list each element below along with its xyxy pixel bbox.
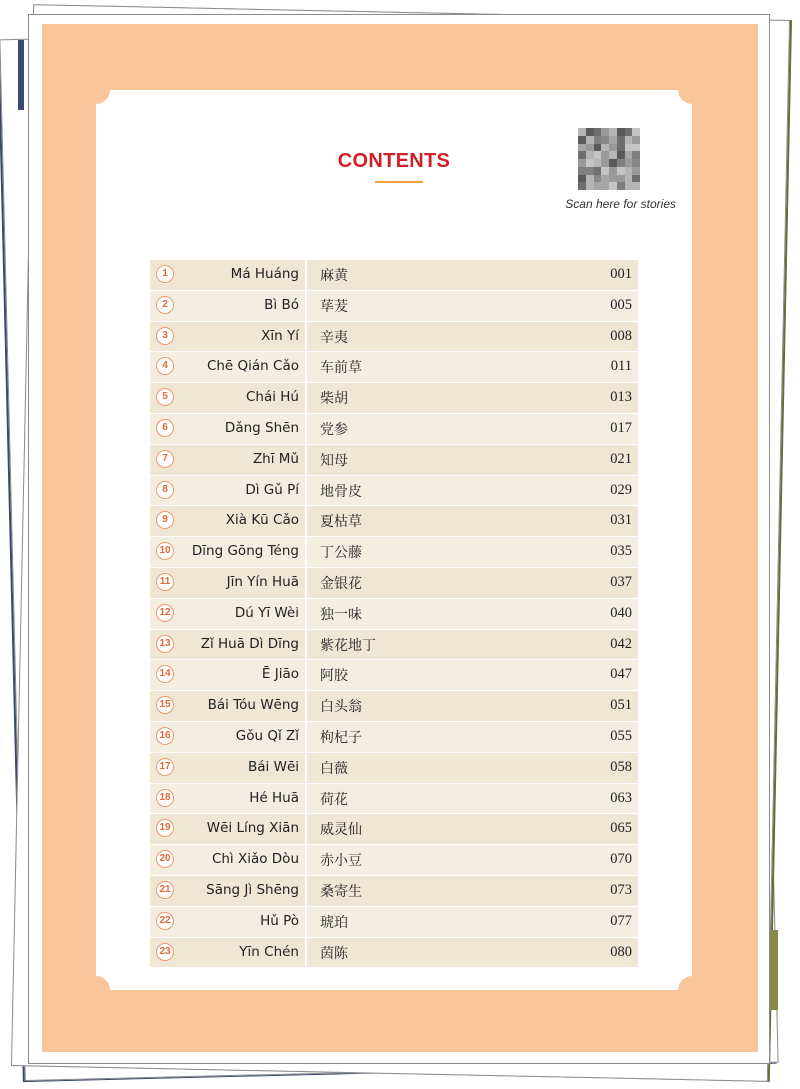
entry-hanzi: 白头翁 (320, 699, 362, 716)
corner-notch (678, 76, 706, 104)
toc-right-cell (307, 260, 638, 290)
toc-row[interactable] (150, 845, 638, 876)
toc-row[interactable] (150, 476, 638, 507)
entry-page-number: 017 (610, 419, 632, 436)
toc-left-cell (150, 291, 307, 321)
sheet-edge-strip (770, 930, 778, 1010)
entry-page-number: 011 (610, 358, 632, 375)
entry-number-badge: 12 (156, 604, 174, 622)
title-underline (375, 181, 423, 183)
entry-number-badge: 3 (156, 327, 174, 345)
entry-page-number: 029 (610, 481, 632, 498)
entry-hanzi: 紫花地丁 (320, 637, 376, 654)
toc-right-cell (307, 383, 638, 413)
entry-page-number: 063 (610, 789, 632, 806)
entry-pinyin: Xià Kū Cǎo (225, 512, 299, 529)
toc-left-cell (150, 537, 307, 567)
entry-page-number: 080 (610, 943, 632, 960)
entry-number-badge: 22 (156, 912, 174, 930)
toc-right-cell (307, 599, 638, 629)
toc-right-cell (307, 814, 638, 844)
entry-pinyin: Xīn Yí (261, 327, 299, 344)
toc-right-cell (307, 476, 638, 506)
toc-right-cell (307, 938, 638, 968)
toc-right-cell (307, 352, 638, 382)
entry-number-badge: 16 (156, 727, 174, 745)
entry-hanzi: 地骨皮 (320, 483, 362, 500)
entry-page-number: 055 (610, 727, 632, 744)
entry-pinyin: Hé Huā (249, 789, 299, 806)
toc-left-cell (150, 753, 307, 783)
toc-row[interactable] (150, 784, 638, 815)
entry-number-badge: 15 (156, 696, 174, 714)
entry-page-number: 013 (610, 389, 632, 406)
toc-left-cell (150, 907, 307, 937)
toc-row[interactable] (150, 691, 638, 722)
toc-right-cell (307, 322, 638, 352)
page-title: CONTENTS (337, 150, 451, 172)
qr-code-icon[interactable] (578, 128, 640, 190)
entry-pinyin: Jīn Yín Huā (226, 573, 299, 590)
toc-left-cell (150, 599, 307, 629)
entry-number-badge: 1 (156, 265, 174, 283)
qr-caption: Scan here for stories (565, 197, 676, 211)
toc-row[interactable] (150, 722, 638, 753)
toc-right-cell (307, 660, 638, 690)
entry-page-number: 005 (610, 296, 632, 313)
toc-right-cell (307, 537, 638, 567)
entry-hanzi: 阿胶 (320, 668, 348, 685)
entry-number-badge: 5 (156, 388, 174, 406)
entry-pinyin: Dǎng Shēn (224, 419, 299, 436)
corner-notch (678, 976, 706, 1004)
toc-row[interactable] (150, 260, 638, 291)
toc-row[interactable] (150, 660, 638, 691)
entry-page-number: 077 (610, 912, 632, 929)
entry-number-badge: 2 (156, 296, 174, 314)
toc-right-cell (307, 784, 638, 814)
entry-page-number: 008 (610, 327, 632, 344)
toc-left-cell (150, 938, 307, 968)
entry-hanzi: 夏枯草 (320, 514, 362, 531)
entry-hanzi: 辛夷 (320, 329, 348, 346)
toc-row[interactable] (150, 814, 638, 845)
entry-pinyin: Zǐ Huā Dì Dīng (200, 635, 299, 652)
entry-number-badge: 4 (156, 357, 174, 375)
entry-number-badge: 6 (156, 419, 174, 437)
entry-page-number: 042 (610, 635, 632, 652)
entry-number-badge: 14 (156, 665, 174, 683)
entry-page-number: 047 (610, 666, 632, 683)
toc-left-cell (150, 322, 307, 352)
entry-hanzi: 知母 (320, 452, 348, 469)
toc-left-cell (150, 352, 307, 382)
entry-number-badge: 23 (156, 943, 174, 961)
toc-right-cell (307, 753, 638, 783)
toc-left-cell (150, 383, 307, 413)
entry-pinyin: Yīn Chén (239, 943, 299, 960)
entry-pinyin: Dì Gǔ Pí (245, 481, 299, 498)
entry-pinyin: Ē Jiāo (261, 666, 299, 683)
toc-row[interactable] (150, 506, 638, 537)
entry-number-badge: 7 (156, 450, 174, 468)
entry-page-number: 021 (610, 450, 632, 467)
toc-left-cell (150, 876, 307, 906)
toc-right-cell (307, 907, 638, 937)
entry-pinyin: Zhī Mǔ (252, 450, 299, 467)
entry-number-badge: 9 (156, 511, 174, 529)
entry-pinyin: Chì Xiǎo Dòu (211, 851, 299, 868)
toc-row[interactable] (150, 537, 638, 568)
toc-row[interactable] (150, 291, 638, 322)
entry-pinyin: Sāng Jì Shēng (206, 881, 299, 898)
toc-left-cell (150, 660, 307, 690)
toc-left-cell (150, 722, 307, 752)
entry-page-number: 031 (610, 512, 632, 529)
entry-hanzi: 独一味 (320, 606, 362, 623)
toc-right-cell (307, 506, 638, 536)
toc-row[interactable] (150, 907, 638, 938)
entry-hanzi: 白薇 (320, 760, 348, 777)
entry-pinyin: Dīng Gōng Téng (191, 543, 299, 560)
entry-number-badge: 17 (156, 758, 174, 776)
corner-notch (82, 976, 110, 1004)
entry-page-number: 040 (610, 604, 632, 621)
toc-row[interactable] (150, 938, 638, 969)
entry-pinyin: Wēi Líng Xiān (206, 820, 299, 837)
entry-hanzi: 荜茇 (320, 298, 348, 315)
entry-number-badge: 21 (156, 881, 174, 899)
toc-right-cell (307, 568, 638, 598)
toc-left-cell (150, 506, 307, 536)
toc-row[interactable] (150, 568, 638, 599)
entry-pinyin: Chē Qián Cǎo (206, 358, 299, 375)
entry-pinyin: Bái Tóu Wēng (207, 697, 299, 714)
entry-hanzi: 金银花 (320, 575, 362, 592)
entry-page-number: 070 (610, 851, 632, 868)
toc-row[interactable] (150, 599, 638, 630)
toc-right-cell (307, 414, 638, 444)
toc-left-cell (150, 691, 307, 721)
toc-left-cell (150, 845, 307, 875)
entry-pinyin: Má Huáng (230, 266, 299, 282)
toc-row[interactable] (150, 414, 638, 445)
entry-hanzi: 威灵仙 (320, 822, 362, 839)
toc-row[interactable] (150, 876, 638, 907)
toc-left-cell (150, 630, 307, 660)
entry-page-number: 058 (610, 758, 632, 775)
toc-right-cell (307, 445, 638, 475)
entry-number-badge: 18 (156, 789, 174, 807)
toc-right-cell (307, 876, 638, 906)
entry-page-number: 073 (610, 881, 632, 898)
entry-hanzi: 丁公藤 (320, 545, 362, 562)
toc-row[interactable] (150, 630, 638, 661)
toc-right-cell (307, 691, 638, 721)
entry-hanzi: 琥珀 (320, 914, 348, 931)
entry-hanzi: 柴胡 (320, 391, 348, 408)
entry-number-badge: 10 (156, 542, 174, 560)
entry-pinyin: Bái Wēi (248, 758, 299, 775)
entry-page-number: 065 (610, 820, 632, 837)
sheet-edge-strip (18, 40, 24, 110)
corner-notch (82, 76, 110, 104)
entry-page-number: 001 (610, 266, 632, 282)
entry-pinyin: Hǔ Pò (260, 912, 299, 929)
entry-pinyin: Chái Hú (245, 389, 299, 406)
entry-hanzi: 党参 (320, 421, 348, 438)
toc-left-cell (150, 260, 307, 290)
entry-hanzi: 车前草 (320, 360, 362, 377)
entry-hanzi: 荷花 (320, 791, 348, 808)
entry-number-badge: 11 (156, 573, 174, 591)
entry-page-number: 051 (610, 697, 632, 714)
entry-pinyin: Gǒu Qǐ Zǐ (235, 727, 299, 744)
toc-right-cell (307, 722, 638, 752)
contents-table (150, 260, 638, 968)
toc-left-cell (150, 814, 307, 844)
entry-hanzi: 茵陈 (320, 945, 348, 962)
entry-hanzi: 麻黄 (320, 268, 348, 284)
toc-row[interactable] (150, 383, 638, 414)
entry-number-badge: 8 (156, 481, 174, 499)
toc-left-cell (150, 414, 307, 444)
toc-left-cell (150, 445, 307, 475)
entry-page-number: 037 (610, 573, 632, 590)
entry-pinyin: Bì Bó (264, 296, 299, 313)
toc-left-cell (150, 568, 307, 598)
entry-page-number: 035 (610, 543, 632, 560)
entry-hanzi: 桑寄生 (320, 883, 362, 900)
toc-left-cell (150, 784, 307, 814)
entry-number-badge: 20 (156, 850, 174, 868)
toc-right-cell (307, 630, 638, 660)
toc-right-cell (307, 845, 638, 875)
entry-hanzi: 赤小豆 (320, 853, 362, 870)
entry-pinyin: Dú Yī Wèi (234, 604, 299, 621)
toc-row[interactable] (150, 322, 638, 353)
toc-row[interactable] (150, 352, 638, 383)
entry-hanzi: 枸杞子 (320, 729, 362, 746)
toc-row[interactable] (150, 753, 638, 784)
toc-right-cell (307, 291, 638, 321)
contents-panel (96, 90, 692, 990)
entry-number-badge: 19 (156, 819, 174, 837)
entry-number-badge: 13 (156, 635, 174, 653)
toc-left-cell (150, 476, 307, 506)
toc-row[interactable] (150, 445, 638, 476)
